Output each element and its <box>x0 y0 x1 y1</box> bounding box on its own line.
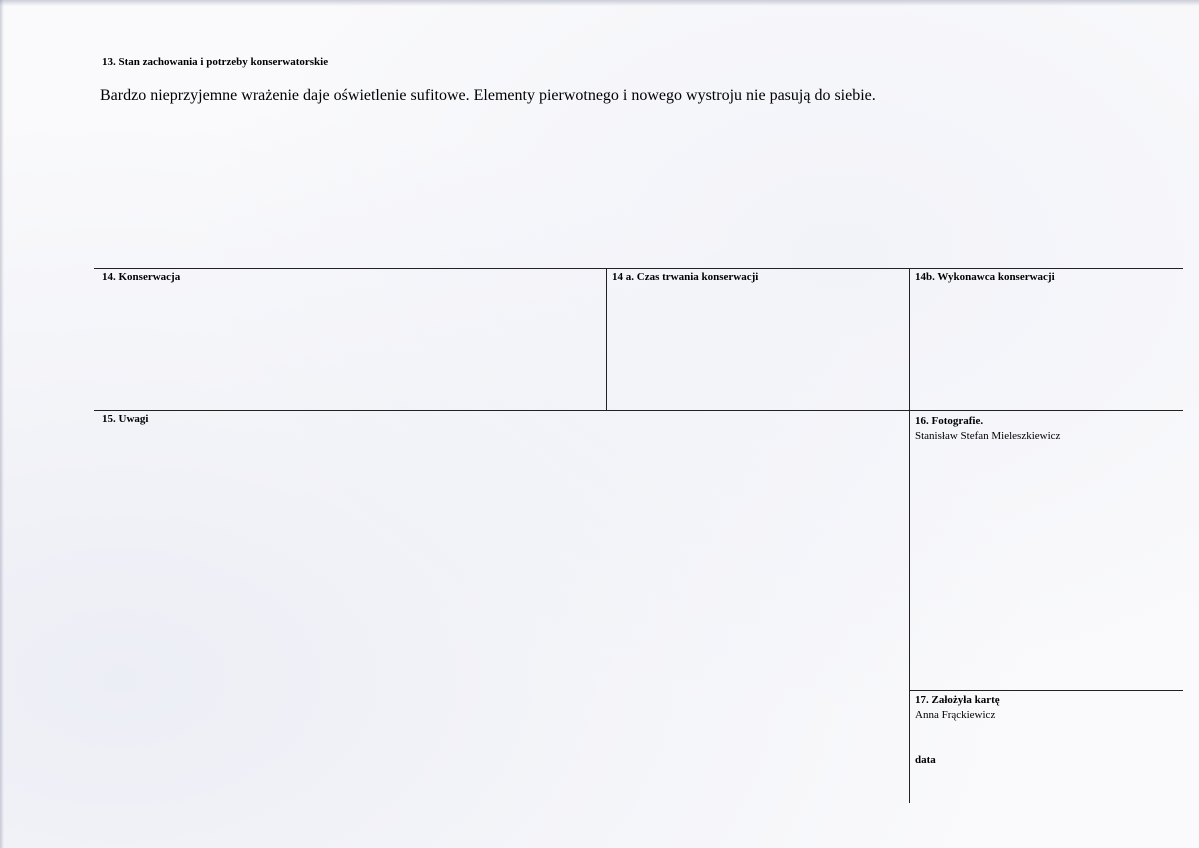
divider-14-14a <box>606 268 607 411</box>
section-14a-label: 14 a. Czas trwania konserwacji <box>612 271 759 283</box>
section-14-label: 14. Konserwacja <box>102 271 181 283</box>
section-17-label: 17. Założyła kartę <box>915 694 1000 706</box>
divider-section-17 <box>909 690 1183 691</box>
divider-right-column <box>909 268 910 803</box>
section-16-value: Stanisław Stefan Mieleszkiewicz <box>915 430 1061 442</box>
section-14b-label: 14b. Wykonawca konserwacji <box>915 271 1055 283</box>
section-17-value: Anna Frąckiewicz <box>915 709 996 721</box>
section-15-label: 15. Uwagi <box>102 413 149 425</box>
section-13-text: Bardzo nieprzyjemne wrażenie daje oświetlenie sufitowe. Elementy pierwotnego i nowego wystroju nie pasują do siebie. <box>100 87 876 104</box>
divider-middle-row <box>94 410 1183 411</box>
section-16-label: 16. Fotografie. <box>915 415 984 427</box>
divider-top-row <box>94 268 1183 269</box>
section-13-label: 13. Stan zachowania i potrzeby konserwatorskie <box>102 56 329 68</box>
scan-edge-top <box>0 0 1199 6</box>
scan-edge-left <box>0 0 4 848</box>
section-17-date-label: data <box>915 754 936 766</box>
